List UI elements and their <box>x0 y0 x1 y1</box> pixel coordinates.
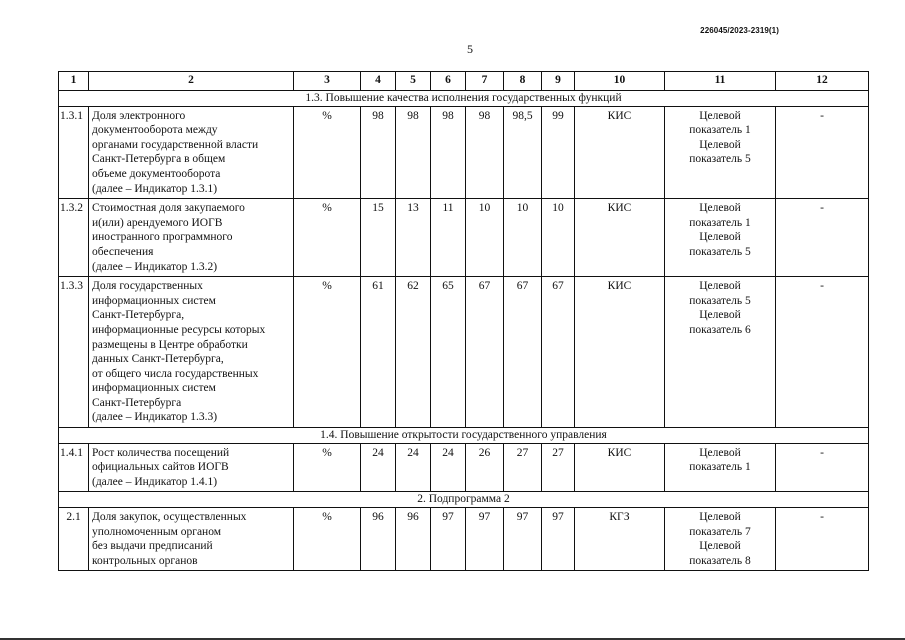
value-cell: 24 <box>396 443 431 492</box>
value-cell: 97 <box>431 508 466 571</box>
name-line: официальных сайтов ИОГВ <box>92 461 229 474</box>
source-cell: КИС <box>575 443 665 492</box>
value-cell: 27 <box>504 443 542 492</box>
target-line: показатель 1 <box>689 216 751 229</box>
value-cell: 65 <box>431 277 466 428</box>
target-line: показатель 5 <box>689 153 751 166</box>
value-cell: 26 <box>466 443 504 492</box>
col-header: 9 <box>542 72 575 91</box>
name-line: информационные ресурсы которых <box>92 323 266 336</box>
table-row <box>59 443 869 492</box>
col-header: 5 <box>396 72 431 91</box>
value-cell: 10 <box>542 199 575 277</box>
indicator-number: 1.3.3 <box>59 277 89 428</box>
name-line: (далее – Индикатор 1.3.1) <box>92 182 218 195</box>
name-line: Доля государственных <box>92 280 203 293</box>
indicator-name <box>89 199 294 277</box>
col12-cell: - <box>776 508 869 571</box>
name-line: Санкт-Петербурга <box>92 396 182 409</box>
col-header: 6 <box>431 72 466 91</box>
unit-cell: % <box>294 508 361 571</box>
value-cell: 97 <box>542 508 575 571</box>
table-row <box>59 106 869 199</box>
target-line: Целевой <box>699 540 741 553</box>
section-title: 1.3. Повышение качества исполнения государственных функций <box>59 91 869 107</box>
value-cell: 67 <box>466 277 504 428</box>
name-line: Санкт-Петербурга, <box>92 309 185 322</box>
unit-cell: % <box>294 443 361 492</box>
col-header: 12 <box>776 72 869 91</box>
target-line: Целевой <box>699 109 741 122</box>
value-cell: 13 <box>396 199 431 277</box>
name-line: (далее – Индикатор 1.3.2) <box>92 260 218 273</box>
target-line: показатель 6 <box>689 323 751 336</box>
name-line: размещены в Центре обработки <box>92 338 248 351</box>
value-cell: 67 <box>542 277 575 428</box>
indicator-number: 1.4.1 <box>59 443 89 492</box>
target-line: Целевой <box>699 309 741 322</box>
col-header: 3 <box>294 72 361 91</box>
indicator-name <box>89 106 294 199</box>
indicator-number: 1.3.1 <box>59 106 89 199</box>
value-cell: 98 <box>431 106 466 199</box>
section-title: 2. Подпрограмма 2 <box>59 492 869 508</box>
value-cell: 24 <box>431 443 466 492</box>
name-line: (далее – Индикатор 1.3.3) <box>92 411 218 424</box>
name-line: объеме документооборота <box>92 167 221 180</box>
target-line: показатель 1 <box>689 461 751 474</box>
col-header: 10 <box>575 72 665 91</box>
table-row <box>59 277 869 428</box>
indicator-name <box>89 277 294 428</box>
value-cell: 27 <box>542 443 575 492</box>
target-cell <box>665 199 776 277</box>
value-cell: 11 <box>431 199 466 277</box>
name-line: информационных систем <box>92 294 216 307</box>
unit-cell: % <box>294 106 361 199</box>
name-line: иностранного программного <box>92 231 233 244</box>
value-cell: 24 <box>361 443 396 492</box>
section-row <box>59 91 869 107</box>
value-cell: 96 <box>361 508 396 571</box>
value-cell: 10 <box>504 199 542 277</box>
name-line: (далее – Индикатор 1.4.1) <box>92 475 218 488</box>
value-cell: 67 <box>504 277 542 428</box>
value-cell: 98 <box>396 106 431 199</box>
col12-cell: - <box>776 443 869 492</box>
target-line: Целевой <box>699 202 741 215</box>
name-line: информационных систем <box>92 382 216 395</box>
value-cell: 15 <box>361 199 396 277</box>
col12-cell: - <box>776 106 869 199</box>
unit-cell: % <box>294 199 361 277</box>
value-cell: 97 <box>504 508 542 571</box>
name-line: документооборота между <box>92 124 218 137</box>
source-cell: КИС <box>575 277 665 428</box>
name-line: Доля электронного <box>92 109 186 122</box>
col12-cell: - <box>776 199 869 277</box>
target-line: Целевой <box>699 138 741 151</box>
indicator-name <box>89 508 294 571</box>
col-header: 2 <box>89 72 294 91</box>
target-line: показатель 7 <box>689 525 751 538</box>
name-line: Рост количества посещений <box>92 446 230 459</box>
indicators-table <box>58 71 869 571</box>
col-header: 11 <box>665 72 776 91</box>
value-cell: 98 <box>466 106 504 199</box>
indicator-name <box>89 443 294 492</box>
target-line: Целевой <box>699 231 741 244</box>
document-registration-number: 226045/2023-2319(1) <box>700 26 779 35</box>
page-number: 5 <box>467 42 473 56</box>
target-line: Целевой <box>699 280 741 293</box>
col-header: 1 <box>59 72 89 91</box>
section-row <box>59 428 869 444</box>
name-line: без выдачи предписаний <box>92 540 213 553</box>
name-line: Санкт-Петербурга в общем <box>92 153 226 166</box>
target-cell <box>665 277 776 428</box>
value-cell: 98,5 <box>504 106 542 199</box>
target-line: показатель 8 <box>689 554 751 567</box>
col-header: 8 <box>504 72 542 91</box>
value-cell: 61 <box>361 277 396 428</box>
source-cell: КИС <box>575 199 665 277</box>
value-cell: 96 <box>396 508 431 571</box>
target-line: показатель 5 <box>689 245 751 258</box>
name-line: органами государственной власти <box>92 138 259 151</box>
target-line: показатель 5 <box>689 294 751 307</box>
target-line: Целевой <box>699 446 741 459</box>
target-cell <box>665 443 776 492</box>
source-cell: КГЗ <box>575 508 665 571</box>
col-header: 4 <box>361 72 396 91</box>
name-line: Доля закупок, осуществленных <box>92 511 247 524</box>
col-header: 7 <box>466 72 504 91</box>
value-cell: 97 <box>466 508 504 571</box>
target-line: Целевой <box>699 511 741 524</box>
value-cell: 10 <box>466 199 504 277</box>
table-row <box>59 199 869 277</box>
name-line: контрольных органов <box>92 554 198 567</box>
value-cell: 98 <box>361 106 396 199</box>
unit-cell: % <box>294 277 361 428</box>
name-line: от общего числа государственных <box>92 367 259 380</box>
table-header-row <box>59 72 869 91</box>
name-line: уполномоченным органом <box>92 525 222 538</box>
section-row <box>59 492 869 508</box>
section-title: 1.4. Повышение открытости государственного управления <box>59 428 869 444</box>
source-cell: КИС <box>575 106 665 199</box>
value-cell: 99 <box>542 106 575 199</box>
indicator-number: 2.1 <box>59 508 89 571</box>
name-line: и(или) арендуемого ИОГВ <box>92 216 223 229</box>
col12-cell: - <box>776 277 869 428</box>
value-cell: 62 <box>396 277 431 428</box>
name-line: Стоимостная доля закупаемого <box>92 202 245 215</box>
target-cell <box>665 508 776 571</box>
table-row <box>59 508 869 571</box>
name-line: данных Санкт-Петербурга, <box>92 353 224 366</box>
target-cell <box>665 106 776 199</box>
target-line: показатель 1 <box>689 124 751 137</box>
name-line: обеспечения <box>92 245 154 258</box>
indicator-number: 1.3.2 <box>59 199 89 277</box>
